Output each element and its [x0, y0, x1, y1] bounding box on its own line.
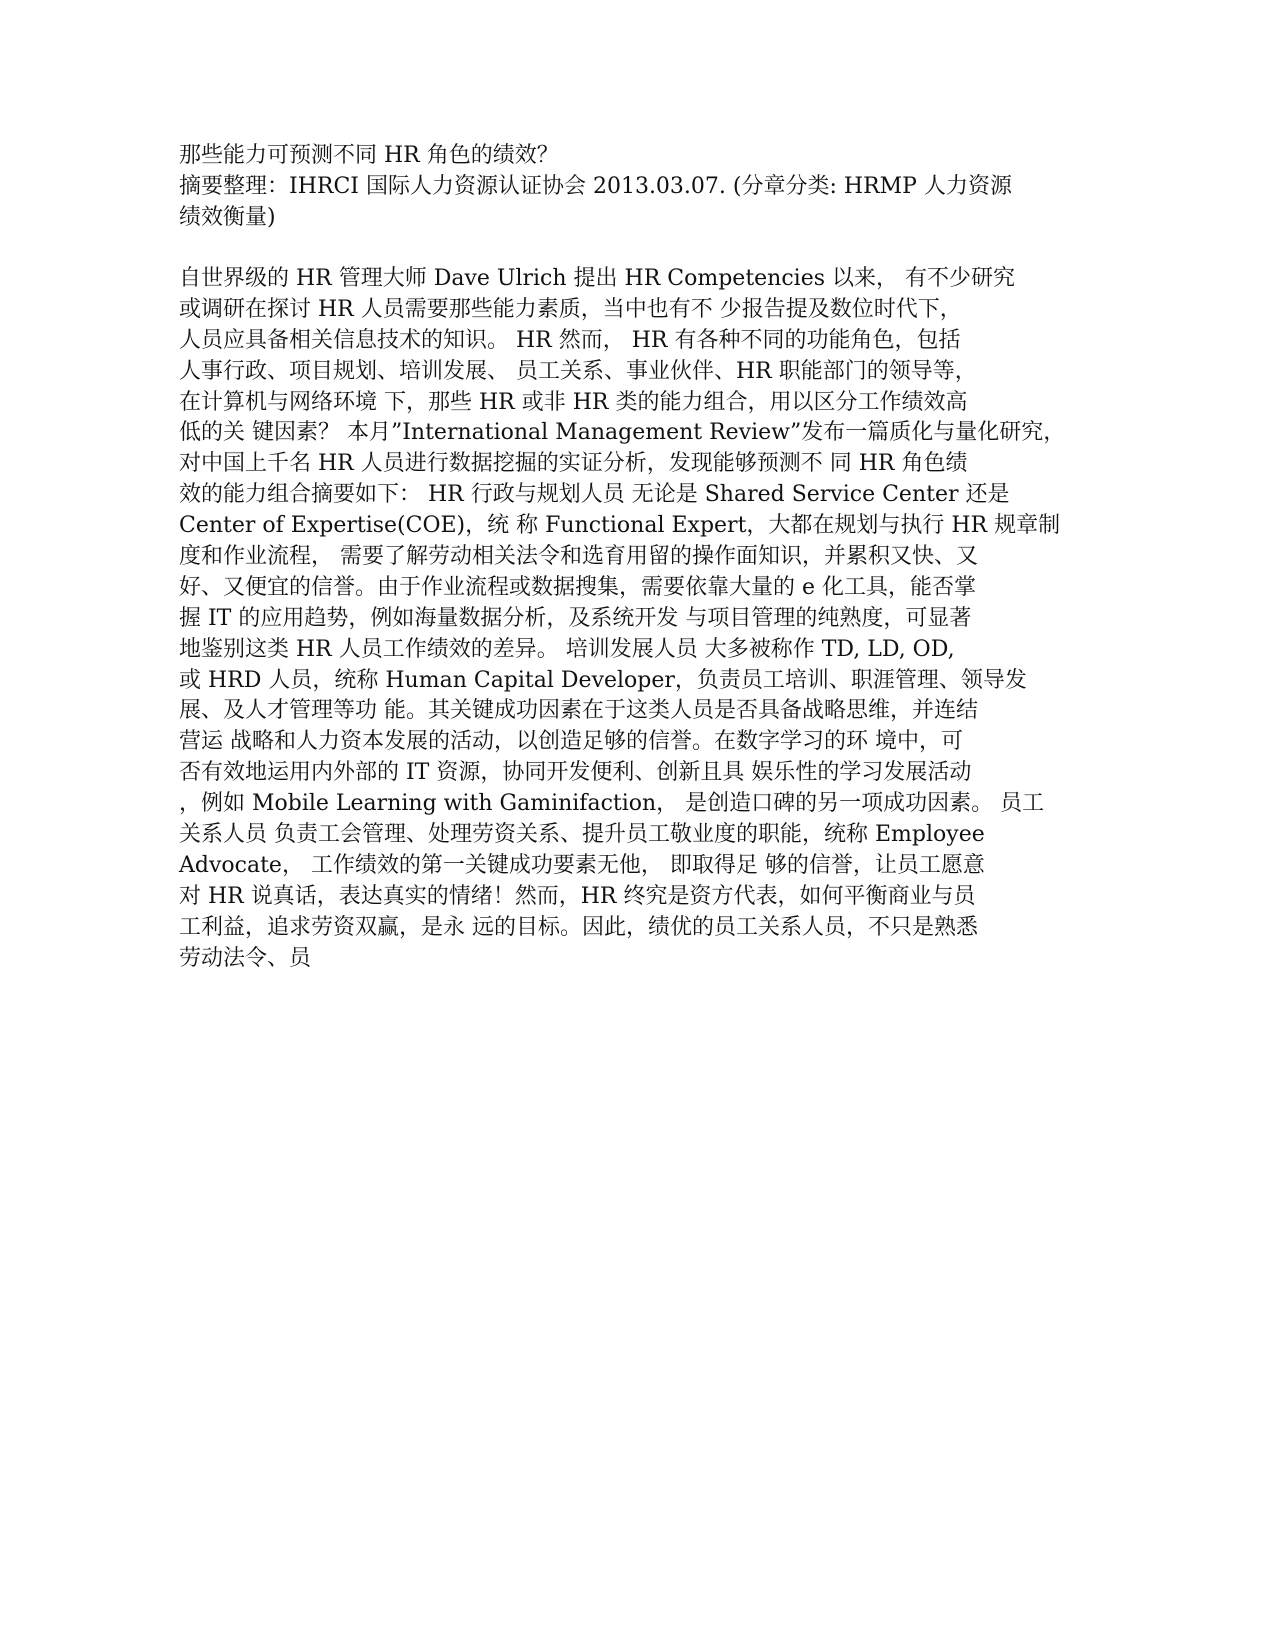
document-source-line-continued: 绩效衡量) [179, 205, 276, 230]
body-line: 或调研在探讨 HR 人员需要那些能力素质，当中也有不 少报告提及数位时代下， [179, 296, 962, 322]
body-line: Advocate， 工作绩效的第一关键成功要素无他， 即取得足 够的信誉，让员工愿意 [179, 852, 985, 878]
body-line: 低的关 键因素？ 本月”International Management Review”发布一篇质化与量化研究， [179, 420, 1066, 446]
body-line: 营运 战略和人力资本发展的活动，以创造足够的信誉。在数字学习的环 境中，可 [179, 729, 963, 755]
body-line: 在计算机与网络环境 下，那些 HR 或非 HR 类的能力组合，用以区分工作绩效高 [179, 389, 968, 415]
document-source-line: 摘要整理：IHRCI 国际人力资源认证协会 2013.03.07. (分章分类: HRMP 人力资源 [179, 174, 1012, 199]
body-line: 自世界级的 HR 管理大师 Dave Ulrich 提出 HR Competencies 以来， 有不少研究 [179, 266, 1016, 291]
body-line: 对 HR 说真话，表达真实的情绪！然而，HR 终究是资方代表，如何平衡商业与员 [179, 883, 976, 909]
body-line: 握 IT 的应用趋势，例如海量数据分析，及系统开发 与项目管理的纯熟度，可显著 [179, 605, 972, 631]
body-line: 工利益，追求劳资双赢，是永 远的目标。因此，绩优的员工关系人员，不只是熟悉 [179, 914, 978, 940]
body-line: 地鉴别这类 HR 人员工作绩效的差异。 培训发展人员 大多被称作 TD, LD, OD, [179, 636, 955, 662]
body-line: 关系人员 负责工会管理、处理劳资关系、提升员工敬业度的职能，统称 Employee [179, 822, 985, 848]
body-line: Center of Expertise(COE)，统 称 Functional Expert，大都在规划与执行 HR 规章制 [179, 513, 1061, 539]
body-line: 展、及人才管理等功 能。其关键成功因素在于这类人员是否具备战略思维，并连结 [179, 698, 978, 724]
body-line: 度和作业流程， 需要了解劳动相关法令和选育用留的操作面知识，并累积又快、又 [179, 544, 978, 570]
body-line: 人事行政、项目规划、培训发展、 员工关系、事业伙伴、HR 职能部门的领导等， [179, 358, 977, 384]
body-line: 效的能力组合摘要如下： HR 行政与规划人员 无论是 Shared Service Center 还是 [179, 482, 1010, 508]
body-line: 人员应具备相关信息技术的知识。 HR 然而， HR 有各种不同的功能角色，包括 [179, 327, 961, 353]
body-line: 或 HRD 人员，统称 Human Capital Developer，负责员工培训、职涯管理、领导发 [179, 667, 1027, 693]
document-title: 那些能力可预测不同 HR 角色的绩效？ [179, 143, 559, 168]
body-line: 好、又便宜的信誉。由于作业流程或数据搜集，需要依靠大量的 e 化工具，能否掌 [179, 574, 977, 600]
body-line: 否有效地运用内外部的 IT 资源，协同开发便利、创新且具 娱乐性的学习发展活动 [179, 760, 972, 786]
document-body [179, 264, 1066, 974]
document-content [179, 140, 1066, 974]
body-line: 劳动法令、员 [179, 945, 312, 971]
body-line: 对中国上千名 HR 人员进行数据挖掘的实证分析，发现能够预测不 同 HR 角色绩 [179, 451, 968, 477]
document-header [179, 140, 1059, 233]
body-line: ，例如 Mobile Learning with Gaminifaction， 是创造口碑的另一项成功因素。 员工 [179, 791, 1045, 817]
